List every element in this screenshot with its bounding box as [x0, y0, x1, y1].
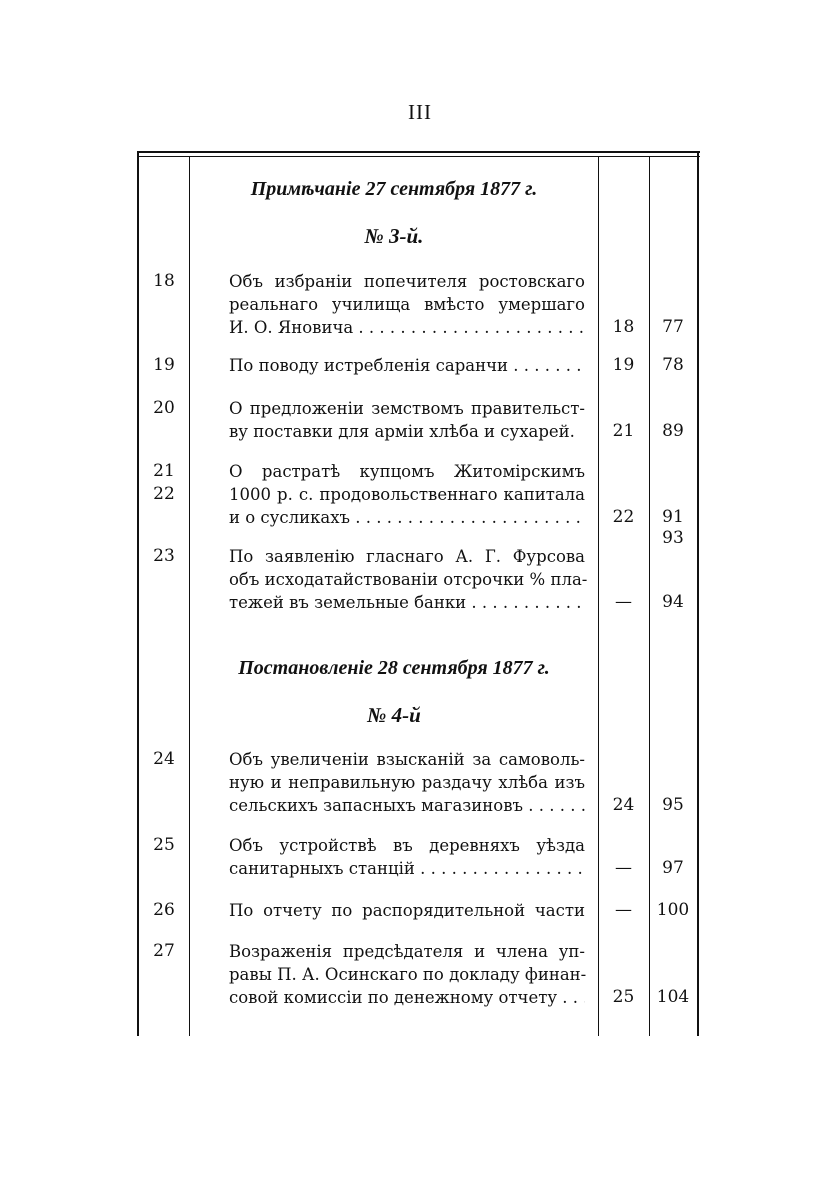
- entry-col-b: 91: [662, 507, 684, 527]
- entry-description: [229, 940, 585, 1009]
- entry-number: 21: [153, 461, 175, 481]
- entry-col-b: 78: [662, 355, 684, 375]
- entry-line: равы П. А. Осинскаго по докладу финан-: [229, 965, 587, 984]
- entry-description: [229, 354, 585, 377]
- entry-line: По заявленію гласнаго А. Г. Фурсова: [229, 547, 585, 566]
- entry-line: сельскихъ запасныхъ магазиновъ . . .: [229, 794, 585, 817]
- entry-number: 27: [153, 941, 175, 961]
- entry-line: О растратѣ купцомъ Житомірскимъ: [229, 462, 585, 481]
- entry-col-a: 18: [612, 317, 635, 337]
- entry-description: [229, 460, 585, 529]
- entry-line: совой комиссіи по денежному отчету . . .: [229, 986, 585, 1009]
- entry-line: реальнаго училища вмѣсто умершаго: [229, 295, 585, 314]
- entry-line: По поводу истребленія саранчи . . .: [229, 354, 585, 377]
- entry-line: О предложеніи земствомъ правительст-: [229, 399, 585, 418]
- entry-line: тежей въ земельные банки . . .: [229, 591, 585, 614]
- entry-number: 19: [153, 355, 175, 375]
- table-rule-top-inner: [137, 156, 700, 157]
- entry-description: [229, 899, 585, 922]
- entry-description: [229, 545, 588, 614]
- entry-description: [229, 834, 585, 880]
- entry-col-a: 19: [612, 355, 635, 375]
- entry-line: ную и неправильную раздачу хлѣба изъ: [229, 773, 585, 792]
- entry-col-a: 24: [612, 795, 635, 815]
- entry-line: объ исходатайствованіи отсрочки % пла-: [229, 570, 588, 589]
- entry-col-b: 104: [656, 987, 690, 1007]
- entry-number: 23: [153, 546, 175, 566]
- section-number: № 3-й.: [364, 224, 424, 248]
- section-number: № 4-й: [367, 703, 421, 727]
- entry-col-b: 89: [662, 421, 684, 441]
- entry-line: Объ устройствѣ въ деревняхъ уѣзда: [229, 836, 585, 855]
- entry-description: [229, 397, 585, 443]
- entry-number: 20: [153, 398, 175, 418]
- entry-col-b: 94: [662, 592, 684, 612]
- entry-col-b: 95: [662, 795, 684, 815]
- entry-col-b: 97: [662, 858, 684, 878]
- entry-col-b: 77: [662, 317, 684, 337]
- entry-line: 1000 р. с. продовольственнаго капитала: [229, 485, 585, 504]
- entry-number: 25: [153, 835, 175, 855]
- entry-line: И. О. Яновича . . .: [229, 316, 585, 339]
- page-number: III: [408, 100, 432, 124]
- entry-line: Возраженія предсѣдателя и члена уп-: [229, 942, 585, 961]
- entry-line: Объ увеличеніи взысканій за самоволь-: [229, 750, 585, 769]
- table-rule-no: [189, 156, 190, 1036]
- entry-line: ву поставки для арміи хлѣба и сухарей.: [229, 422, 575, 441]
- entry-col-a: 22: [612, 507, 635, 527]
- entry-col-a: —: [615, 900, 632, 920]
- entry-line: санитарныхъ станцій . . .: [229, 857, 585, 880]
- entry-number: 24: [153, 749, 175, 769]
- entry-description: [229, 270, 585, 339]
- table-rule-top: [137, 151, 700, 153]
- entry-number: 26: [153, 900, 175, 920]
- entry-col-a: —: [615, 592, 632, 612]
- table-rule-right: [697, 151, 699, 1036]
- entry-number-2: 22: [153, 484, 175, 504]
- entry-number: 18: [153, 271, 175, 291]
- section-title: Постановленіе 28 сентября 1877 г.: [238, 657, 550, 679]
- entry-col-b-2: 93: [662, 528, 684, 548]
- entry-line: Объ избраніи попечителя ростовскаго: [229, 272, 585, 291]
- entry-description: [229, 748, 585, 817]
- entry-line: и о сусликахъ . . .: [229, 506, 585, 529]
- section-title: Примѣчаніе 27 сентября 1877 г.: [250, 178, 538, 200]
- entry-col-a: 25: [612, 987, 635, 1007]
- entry-col-a: —: [615, 858, 632, 878]
- entry-col-a: 21: [612, 421, 635, 441]
- entry-line: По отчету по распорядительной части: [229, 901, 585, 920]
- entry-col-b: 100: [656, 900, 690, 920]
